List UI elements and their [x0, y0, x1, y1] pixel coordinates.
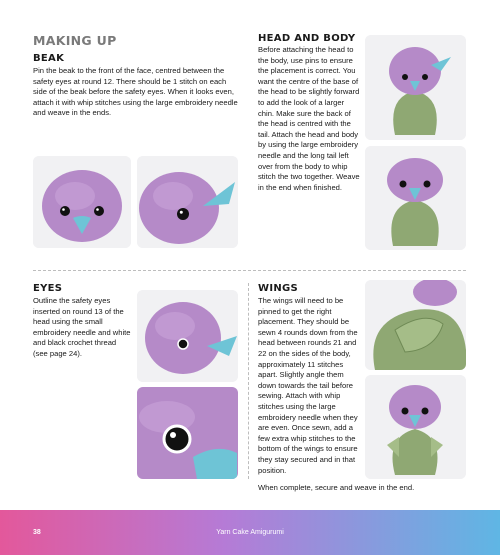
amigurumi-eye-detail-image: [137, 387, 238, 479]
amigurumi-eye-closeup-image: [137, 290, 238, 382]
section-text-head-body: Before attaching the head to the body, use pins to ensure the placement is correct. You want the centre of the base of the head to be slightly forward to add the look of a larger chin. Make sure the back of the head is centred with the tail. Attach the head and body by using the large embroidery needle and the long tail left over from the body to whip stitch the two together. Weave in the end when finished.: [258, 45, 360, 192]
photo-beak-front: [33, 156, 131, 248]
page-title: MAKING UP: [33, 33, 117, 48]
section-title-wings: WINGS: [258, 283, 299, 294]
photo-wings-bottom: [365, 375, 466, 479]
photo-head-body-bottom: [365, 146, 466, 250]
amigurumi-with-wings-image: [365, 375, 466, 479]
section-title-head-body: HEAD AND BODY: [258, 33, 356, 44]
footer-bar: [0, 510, 500, 555]
amigurumi-wing-closeup-image: [365, 280, 466, 370]
photo-wings-top: [365, 280, 466, 370]
page-number: 38: [33, 529, 41, 536]
section-title-beak: BEAK: [33, 53, 65, 64]
photo-head-body-top: [365, 35, 466, 140]
amigurumi-head-side-image: [137, 156, 238, 248]
amigurumi-head-front-image: [33, 156, 131, 248]
section-text-beak: Pin the beak to the front of the face, centred between the safety eyes at round 12. There should be 1 stitch on each side of the beak before the safety eyes. When it looks even, attach it with whip stitches using the large embroidery needle and weave in the ends.: [33, 66, 238, 118]
amigurumi-full-side-image: [365, 146, 466, 250]
section-title-eyes: EYES: [33, 283, 63, 294]
section-divider: [33, 270, 466, 271]
photo-beak-side: [137, 156, 238, 248]
section-text-wings: The wings will need to be pinned to get the right placement. They should be sewn 4 rounds down from the head between rounds 21 and 22 on the sides of the body, approximately 11 stitches apart. Slightly angle them down towards the tail before sewing. Attach with whip stitches using the large embroidery needle when they are even. Once sewn, add a few extra whip stitches to the bottom of the wings to ensure they stay secured and in that position.: [258, 296, 358, 475]
amigurumi-full-front-image: [365, 35, 466, 140]
book-title: Yarn Cake Amigurumi: [216, 529, 284, 536]
photo-eyes-top: [137, 290, 238, 382]
photo-eyes-bottom: [137, 387, 238, 479]
section-text-wings-end: When complete, secure and weave in the end.: [258, 483, 415, 492]
column-divider: [248, 283, 249, 479]
section-text-eyes: Outline the safety eyes inserted on round 13 of the head using the small embroidery needle and white and black crochet thread (see page 24).: [33, 296, 131, 358]
